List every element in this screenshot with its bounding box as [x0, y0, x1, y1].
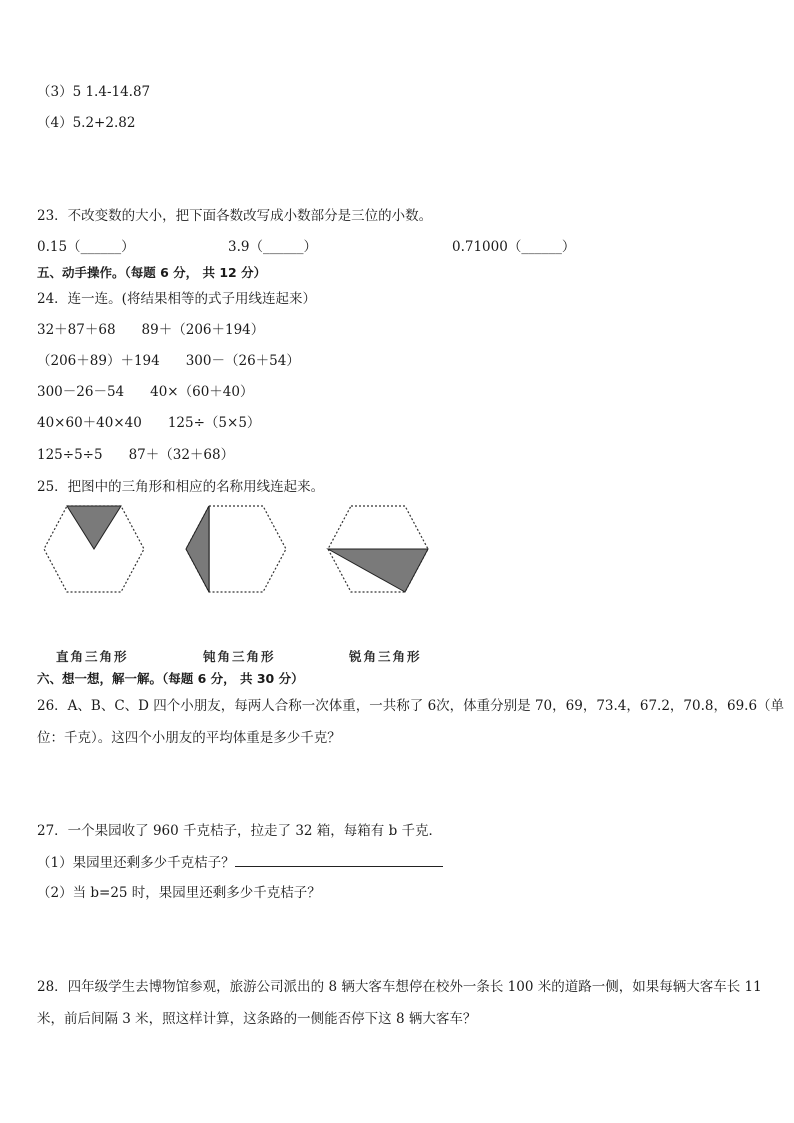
q24-row-1-right[interactable]: 89＋（206＋194） [141, 322, 265, 338]
hexagon-figure-1[interactable] [40, 503, 148, 595]
q23-item-1-number: 0.15（ [37, 239, 81, 255]
q24-row-1-left[interactable]: 32＋87＋68 [37, 322, 116, 338]
q23-item-3-close: ） [561, 239, 576, 255]
shaded-triangle-3[interactable] [328, 549, 428, 592]
q22-item-4: （4）5.2+2.82 [37, 115, 136, 131]
q26-line-1: 26．A、B、C、D 四个小朋友，每两人合称一次体重，一共称了 6次，体重分别是 70，69，73.4，67.2，70.8，69.6（单 [37, 698, 785, 714]
q23-item-3 [452, 238, 575, 256]
q23-item-1 [37, 238, 135, 256]
q24-row-3-left[interactable]: 300－26－54 [37, 384, 125, 400]
q23-item-1-close: ） [121, 239, 135, 255]
q24-row-4-right[interactable]: 125÷（5×5） [167, 415, 261, 431]
q27-sub-2: （2）当 b=25 时，果园里还剩多少千克桔子？ [37, 885, 321, 901]
q24-row-4-left[interactable]: 40×60＋40×40 [37, 415, 142, 431]
q28-line-2: 米，前后间隔 3 米，照这样计算，这条路的一侧能否停下这 8 辆大客车？ [37, 1011, 477, 1027]
q24-row-3 [37, 383, 253, 401]
q26-line-2: 位：千克）。这四个小朋友的平均体重是多少千克？ [37, 730, 341, 746]
q23-item-2-number: 3.9（ [228, 239, 263, 255]
q27-answer-blank[interactable] [235, 852, 443, 867]
q23-item-1-blank[interactable]: ______ [80, 239, 122, 255]
q24-title: 24．连一连。(将结果相等的式子用线连起来） [37, 291, 316, 307]
q24-row-5 [37, 446, 234, 464]
label-right-triangle[interactable]: 直角三角形 [56, 649, 129, 664]
label-obtuse-triangle[interactable]: 钝角三角形 [203, 649, 276, 664]
q24-row-5-right[interactable]: 87＋（32＋68） [128, 447, 235, 463]
q22-item-3: （3）5 1.4-14.87 [37, 84, 151, 100]
q24-row-2-left[interactable]: （206＋89）＋194 [37, 353, 160, 369]
q23-item-2-close: ） [303, 239, 317, 255]
q27-sub-1-text: （1）果园里还剩多少千克桔子？ [37, 855, 235, 871]
q23-title: 23．不改变数的大小，把下面各数改写成小数部分是三位的小数。 [37, 208, 433, 224]
shaded-triangle-2[interactable] [186, 506, 209, 592]
shaded-triangle-1[interactable] [67, 506, 121, 549]
q28-line-1: 28．四年级学生去博物馆参观，旅游公司派出的 8 辆大客车想停在校外一条长 100 米的道路一侧，如果每辆大客车长 11 [37, 979, 762, 995]
q23-item-2-blank[interactable]: ______ [262, 239, 304, 255]
q24-row-5-left[interactable]: 125÷5÷5 [37, 447, 103, 463]
q23-item-3-blank[interactable]: ______ [521, 239, 562, 255]
q27-sub-1 [37, 852, 443, 872]
section-5-title: 五、动手操作。（每题 6 分， 共 12 分） [37, 265, 267, 280]
q25-title: 25．把图中的三角形和相应的名称用线连起来。 [37, 479, 325, 495]
hexagon-figure-3[interactable] [324, 503, 432, 595]
q27-title: 27．一个果园收了 960 千克桔子，拉走了 32 箱，每箱有 b 千克． [37, 823, 443, 839]
q24-row-2-right[interactable]: 300－（26＋54） [185, 353, 300, 369]
q23-item-2 [228, 238, 317, 256]
q24-row-1 [37, 321, 264, 339]
q24-row-4 [37, 414, 260, 432]
section-6-title: 六、想一想，解一解。（每题 6 分， 共 30 分） [37, 671, 304, 686]
q23-item-3-number: 0.71000（ [452, 239, 522, 255]
q24-row-3-right[interactable]: 40×（60＋40） [150, 384, 254, 400]
hexagon-figure-2[interactable] [182, 503, 290, 595]
q24-row-2 [37, 352, 300, 370]
label-acute-triangle[interactable]: 锐角三角形 [349, 649, 422, 664]
